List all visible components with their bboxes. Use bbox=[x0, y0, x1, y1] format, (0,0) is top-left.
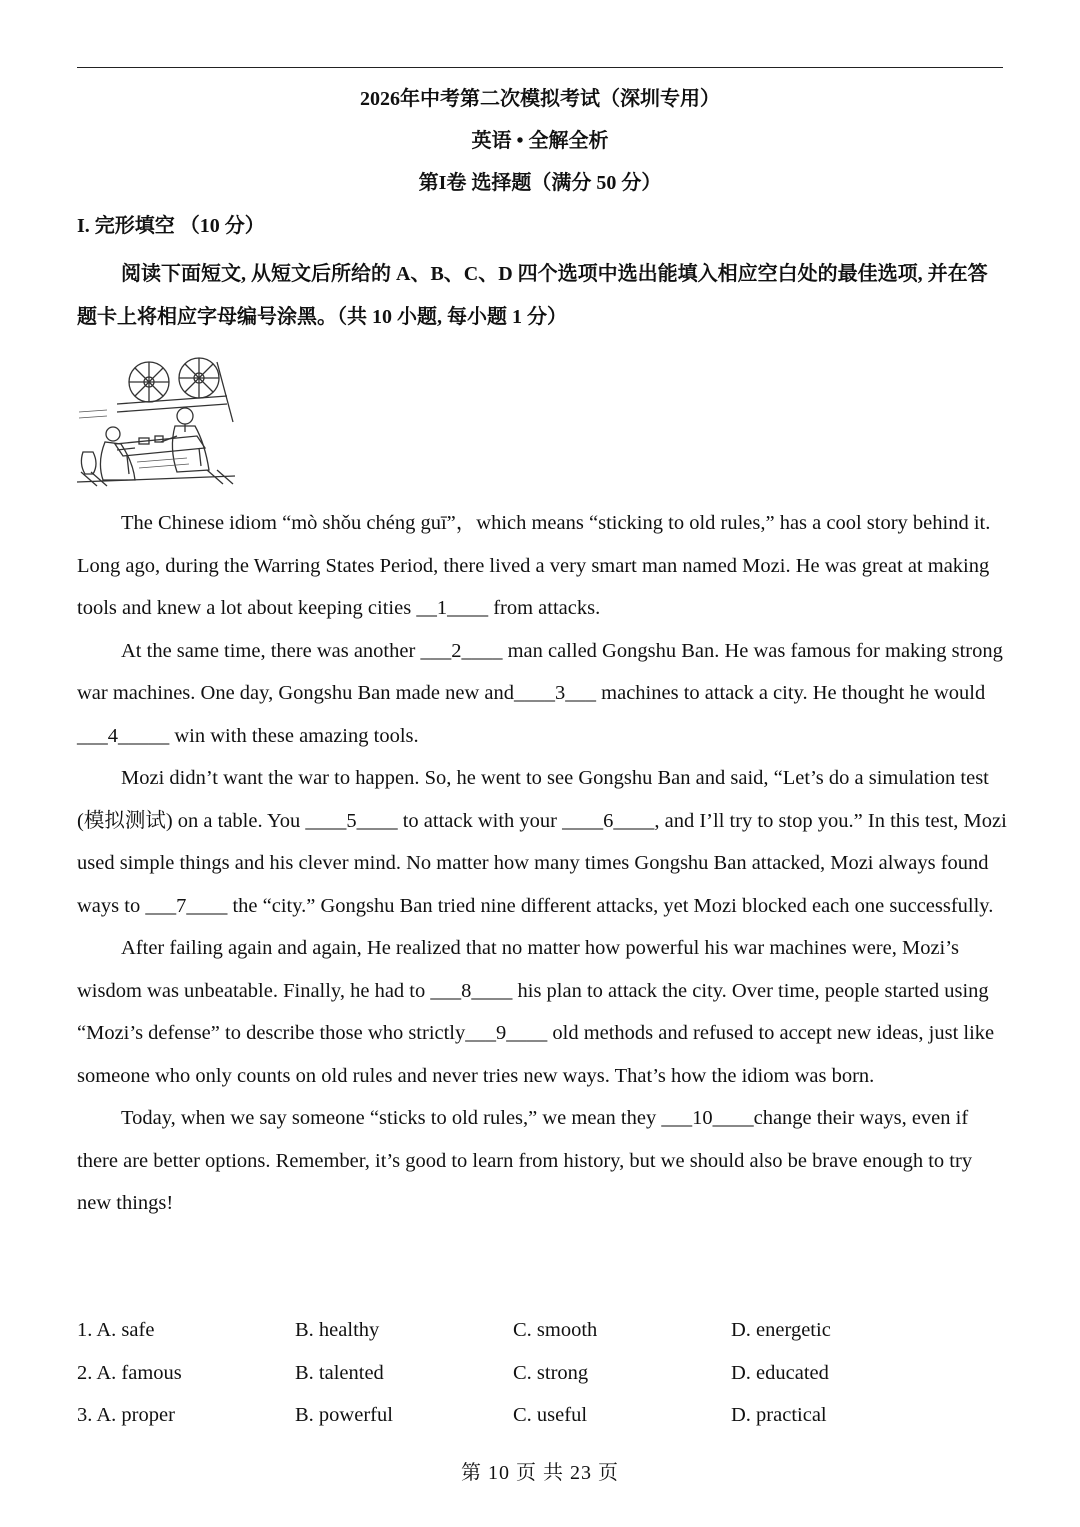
blank-9: ___9____ bbox=[465, 1022, 548, 1044]
answer-options bbox=[77, 1309, 1007, 1437]
page-number: 第 10 页 共 23 页 bbox=[461, 1462, 619, 1484]
question-options-row bbox=[77, 1394, 1007, 1437]
passage-text: machines to attack a city. He thought he would bbox=[596, 682, 986, 704]
option-a: 2. A. famous bbox=[77, 1361, 182, 1384]
passage-paragraph bbox=[77, 502, 1007, 630]
header-rule bbox=[77, 67, 1003, 68]
passage-text: After failing again and again, He realized that no matter how powerful his war machines were, Mozi’s wisdom was unbeatable. Finally, he had to bbox=[77, 937, 959, 1002]
passage-text: old methods and refused to accept new ideas, just like someone who only counts on old rules and never tries new ways. That’s how the idiom was born. bbox=[77, 1022, 995, 1087]
cloze-passage bbox=[77, 502, 1007, 1225]
question-options-row bbox=[77, 1352, 1007, 1395]
option-a: 3. A. proper bbox=[77, 1404, 175, 1426]
blank-6: ____6____ bbox=[562, 809, 655, 832]
passage-text: from attacks. bbox=[488, 597, 601, 619]
blank-5: ____5____ bbox=[305, 809, 398, 832]
option-d: D. practical bbox=[731, 1404, 827, 1426]
option-d: D. educated bbox=[731, 1361, 829, 1384]
passage-paragraph bbox=[77, 757, 1007, 927]
blank-7: ___7____ bbox=[145, 894, 228, 917]
passage-paragraph bbox=[77, 927, 1007, 1097]
question-options-row bbox=[77, 1309, 1007, 1352]
passage-text: At the same time, there was another bbox=[121, 639, 421, 662]
passage-text: win with these amazing tools. bbox=[169, 724, 419, 747]
option-b: B. healthy bbox=[295, 1319, 380, 1341]
passage-paragraph bbox=[77, 630, 1007, 758]
section-instructions: 阅读下面短文, 从短文后所给的 A、B、C、D 四个选项中选出能填入相应空白处的最佳选项, 并在答题卡上将相应字母编号涂黑。（共 10 小题, 每小题 1 分） bbox=[77, 263, 988, 328]
passage-text: to attack with your bbox=[397, 809, 563, 832]
blank-8: ___8____ bbox=[430, 979, 513, 1002]
passage-text: The Chinese idiom “mò shǒu chéng guī”，which means “sticking to old rules,” has a cool story behind it. Long ago, during the Warring States Period, there lived a very smart man named Mozi. He was great at making tools and knew a lot about keeping cities bbox=[77, 512, 991, 619]
blank-3: ____3___ bbox=[514, 682, 597, 704]
option-c: C. smooth bbox=[513, 1319, 598, 1341]
ancient-scholars-illustration bbox=[77, 352, 235, 488]
passage-text: the “city.” Gongshu Ban tried nine different attacks, yet Mozi blocked each one successfully. bbox=[227, 894, 994, 917]
section-heading: I. 完形填空 （10 分） bbox=[77, 215, 265, 237]
passage-text: , and I’ll try to stop you.” In this test, Mozi used simple things and his clever mind. No matter how many times Gongshu Ban attacked, Mozi always found ways to bbox=[77, 809, 1007, 917]
blank-1: __1____ bbox=[416, 597, 489, 619]
passage-text: Today, when we say someone “sticks to old rules,” we mean they bbox=[121, 1107, 662, 1129]
blank-4: ___4_____ bbox=[77, 724, 170, 747]
part-title: 第I卷 选择题（满分 50 分） bbox=[418, 172, 662, 194]
passage-text: his plan to attack the city. Over time, people started using “Mozi’s defense” to describe those who strictly bbox=[77, 979, 989, 1044]
option-b: B. powerful bbox=[295, 1404, 393, 1426]
passage-text: Mozi didn’t want the war to happen. So, he went to see Gongshu Ban and said, “Let’s do a simulation test (模拟测试) on a table. You bbox=[77, 767, 989, 832]
passage-text: man called Gongshu Ban. He was famous for making strong war machines. One day, Gongshu Ban made new and bbox=[77, 639, 1003, 704]
option-b: B. talented bbox=[295, 1361, 384, 1384]
exam-title: 2026年中考第二次模拟考试（深圳专用） bbox=[360, 88, 720, 110]
option-c: C. strong bbox=[513, 1361, 589, 1384]
subject-title: 英语 • 全解全析 bbox=[471, 130, 609, 152]
option-c: C. useful bbox=[513, 1404, 588, 1426]
option-a: 1. A. safe bbox=[77, 1319, 155, 1341]
passage-paragraph bbox=[77, 1097, 1007, 1225]
passage-text: change their ways, even if there are better options. Remember, it’s good to learn from history, but we should also be brave enough to try new things! bbox=[77, 1107, 973, 1214]
option-d: D. energetic bbox=[731, 1319, 831, 1341]
blank-10: ___10____ bbox=[661, 1107, 754, 1129]
blank-2: ___2____ bbox=[420, 639, 503, 662]
